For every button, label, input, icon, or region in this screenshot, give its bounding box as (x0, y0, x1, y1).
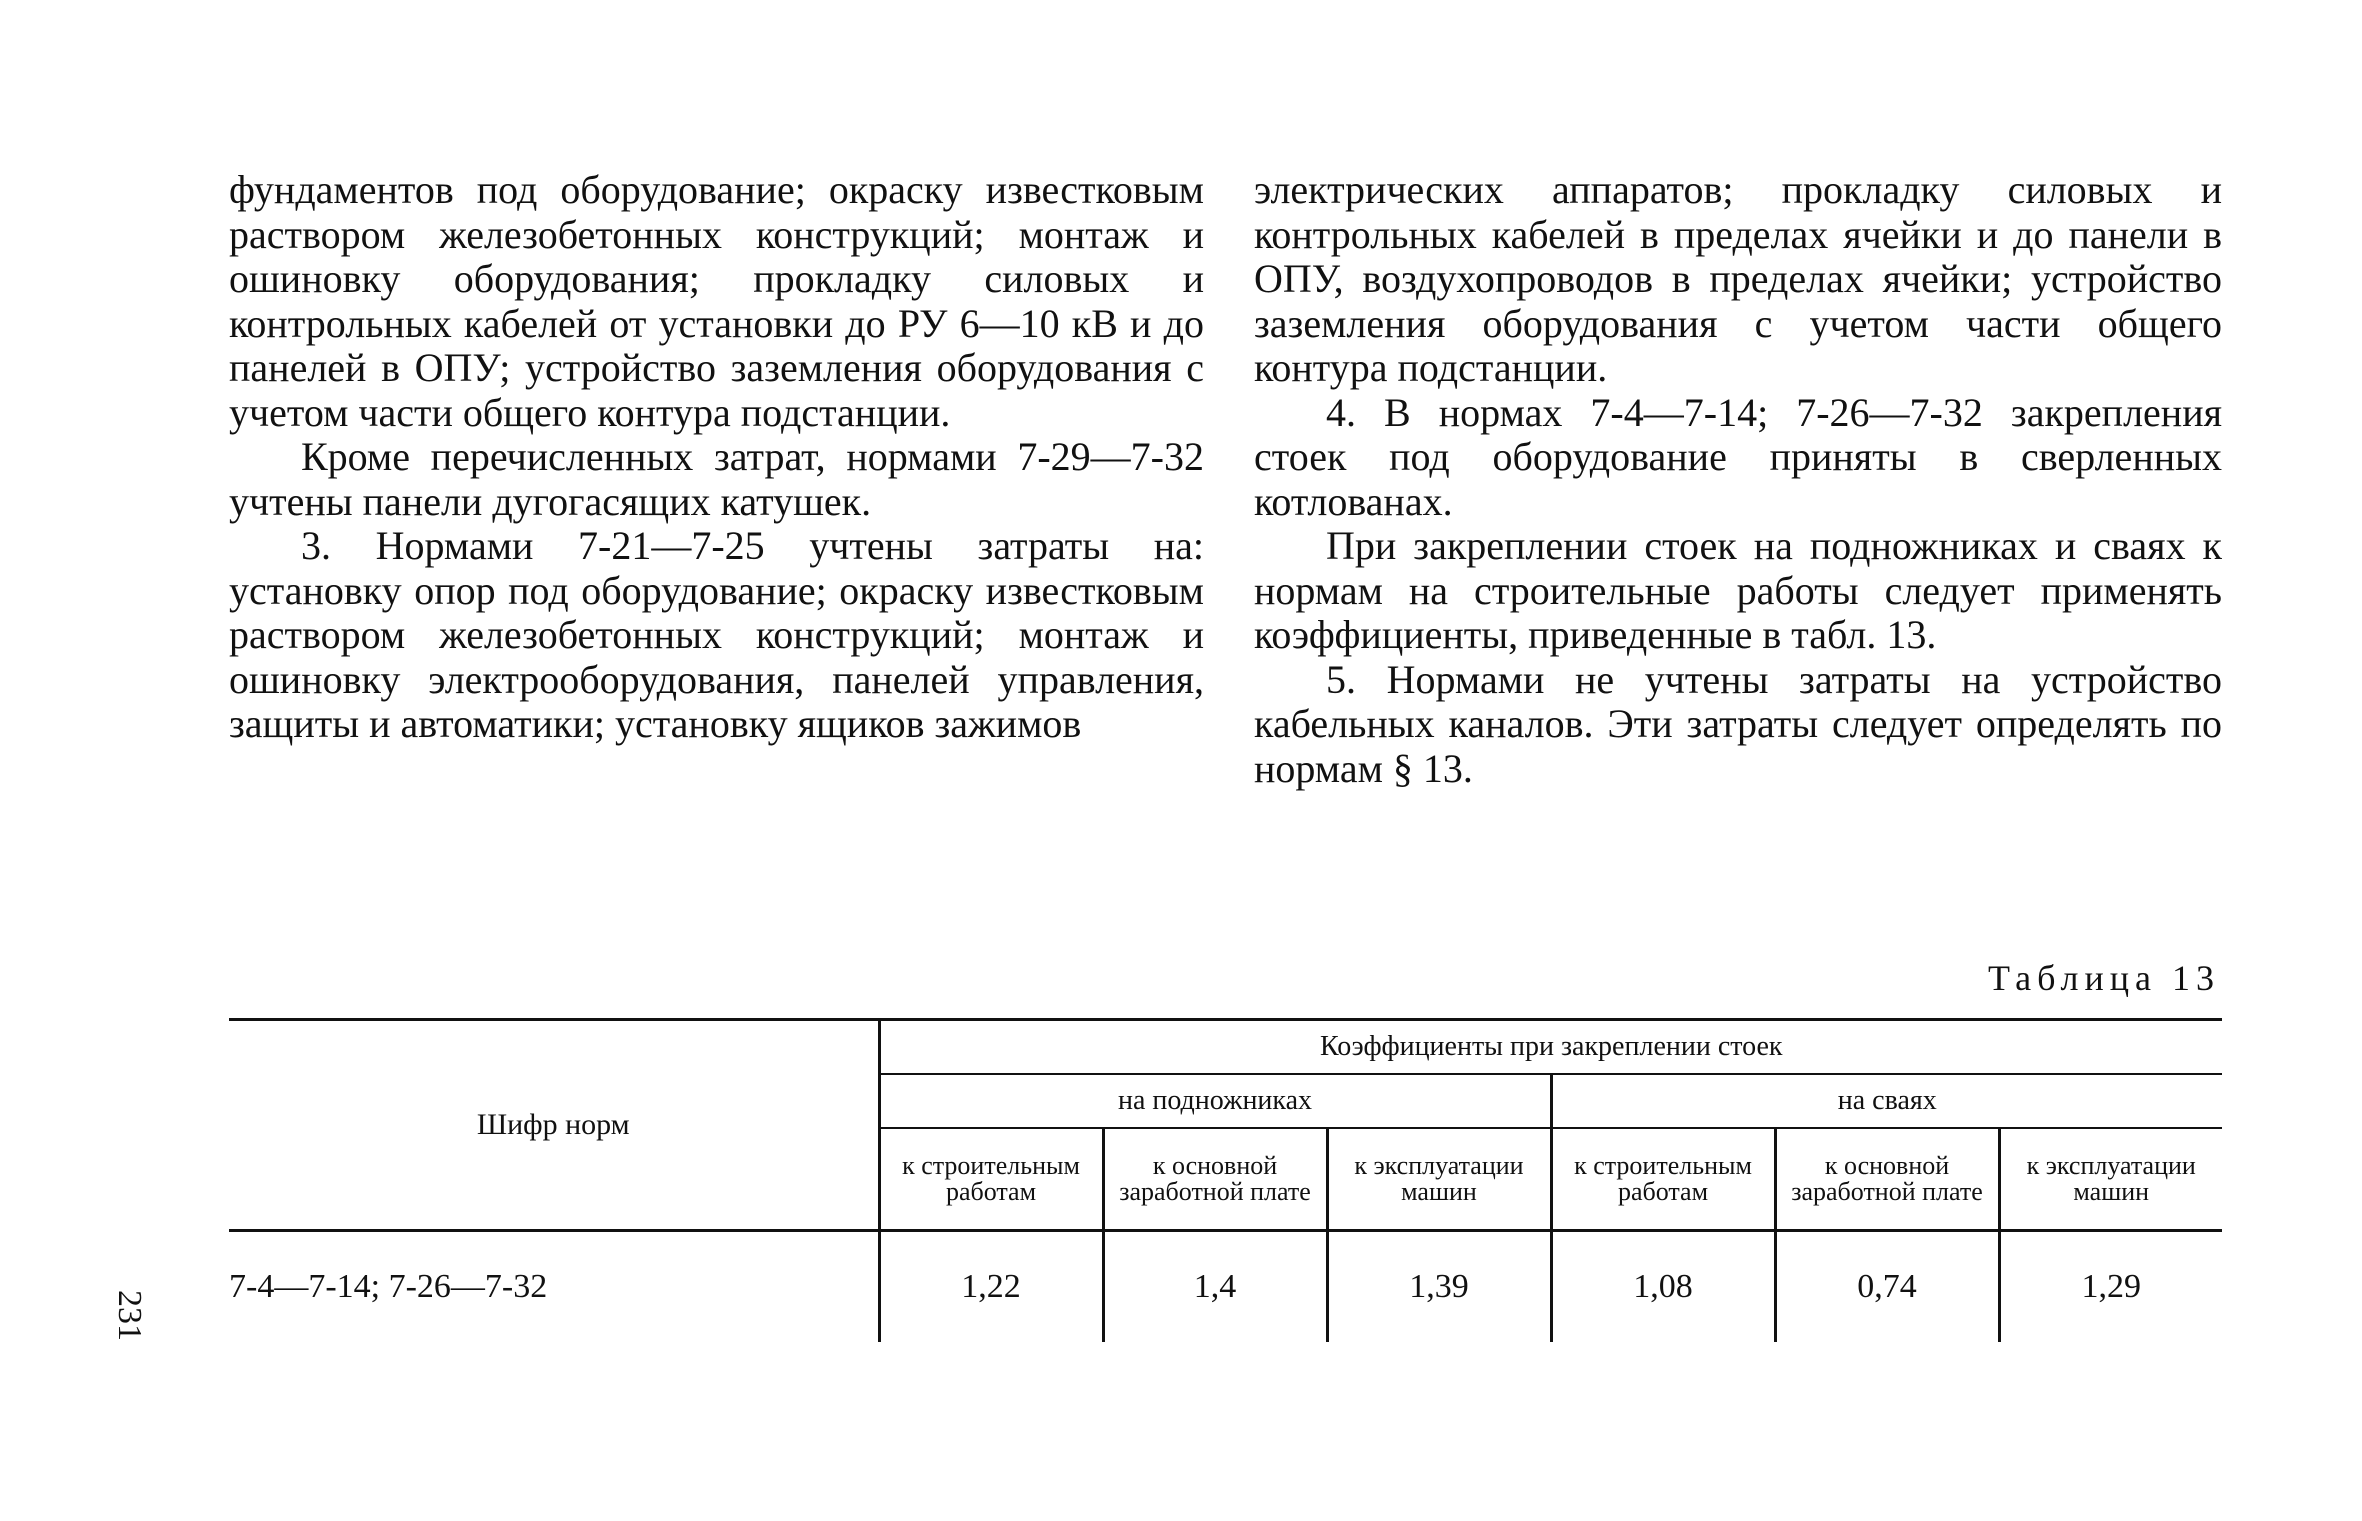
table-title: Таблица 13 (1988, 958, 2220, 998)
coefficients-table (229, 1018, 2222, 1342)
paragraph: При закреплении стоек на подножниках и сваях к нормам на строительные работы следует применять коэффициенты, приведенные в табл. 13. (1254, 523, 2222, 657)
value-cell: 1,4 (1103, 1231, 1327, 1343)
col-header-construction: к строительным работам (1551, 1128, 1775, 1231)
col-header-wages: к основной заработной плате (1775, 1128, 1999, 1231)
right-text-column (1254, 168, 2222, 791)
subgroup-header-footings: на подножниках (879, 1074, 1551, 1128)
table-row (229, 1231, 2222, 1343)
value-cell: 0,74 (1775, 1231, 1999, 1343)
group-header: Коэффициенты при закреплении стоек (879, 1020, 2222, 1075)
norm-code: 7-4—7-14; 7-26—7-32 (229, 1268, 548, 1305)
paragraph: 3. Нормами 7-21—7-25 учтены затраты на: установку опор под оборудование; окраску известковым раствором железобетонных конструкций; монтаж и ошиновку электрооборудования, панелей управления, защиты и автоматики; установку ящиков зажимов (229, 523, 1204, 746)
col-header-wages: к основной заработной плате (1103, 1128, 1327, 1231)
paragraph: 4. В нормах 7-4—7-14; 7-26—7-32 закрепления стоек под оборудование приняты в сверленных котлованах. (1254, 389, 2222, 524)
col-header-machines: к эксплуатации машин (1999, 1128, 2222, 1231)
code-header: Шифр норм (229, 1020, 879, 1231)
paragraph: 5. Нормами не учтены затраты на устройство кабельных каналов. Эти затраты следует определять по нормам § 13. (1254, 656, 2222, 791)
paragraph: Кроме перечисленных затрат, нормами 7-29—7-32 учтены панели дугогасящих катушек. (229, 434, 1204, 524)
value-cell: 1,39 (1327, 1231, 1551, 1343)
col-header-construction: к строительным работам (879, 1128, 1103, 1231)
value-cell: 1,08 (1551, 1231, 1775, 1343)
page-number: 231 (111, 1290, 148, 1341)
paragraph: электрических аппаратов; прокладку силовых и контрольных кабелей в пределах ячейки и до панели в ОПУ, воздухопроводов в пределах ячейки; устройство заземления оборудования с учетом части общего контура подстанции. (1254, 167, 2222, 390)
left-text-column (229, 168, 1204, 747)
paragraph: фундаментов под оборудование; окраску известковым раствором железобетонных конструкций; монтаж и ошиновку оборудования; прокладку силовых и контрольных кабелей от установки до РУ 6—10 кВ и до панелей в ОПУ; устройство заземления оборудования с учетом части общего контура подстанции. (229, 167, 1204, 435)
col-header-machines: к эксплуатации машин (1327, 1128, 1551, 1231)
value-cell: 1,29 (1999, 1231, 2222, 1343)
value-cell: 1,22 (879, 1231, 1103, 1343)
subgroup-header-piles: на сваях (1551, 1074, 2222, 1128)
